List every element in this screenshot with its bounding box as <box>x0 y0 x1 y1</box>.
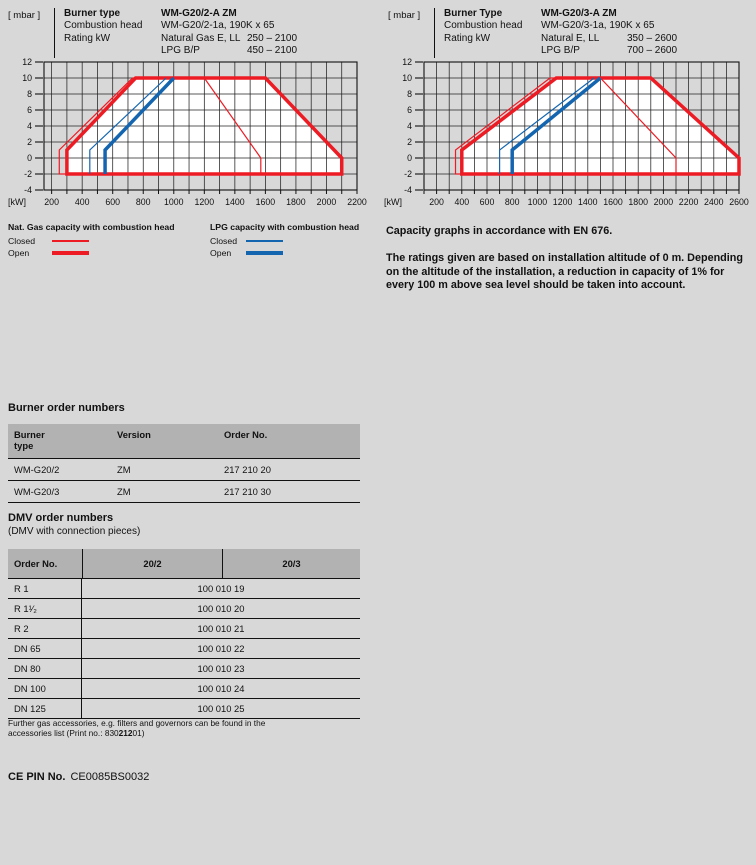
svg-text:600: 600 <box>479 197 495 207</box>
col-header-burner-type: Burner type <box>14 429 45 451</box>
footnote-line1: Further gas accessories, e.g. filters and governors can be found in the <box>8 718 266 728</box>
dmv-order-table <box>8 549 360 719</box>
footnote-line2-suffix: 01) <box>132 728 145 739</box>
svg-text:10: 10 <box>402 73 412 83</box>
nat-gas-open-line-swatch <box>52 251 89 255</box>
accessories-footnote <box>8 718 360 738</box>
svg-text:1400: 1400 <box>225 197 245 207</box>
svg-text:12: 12 <box>402 57 412 67</box>
legend-label-open: Open <box>210 248 232 258</box>
lpg-closed-line-swatch <box>246 240 283 242</box>
legend-label-closed: Closed <box>8 236 36 246</box>
svg-text:1600: 1600 <box>255 197 276 207</box>
table-row <box>8 599 360 619</box>
burner-spec-header-right <box>388 8 752 58</box>
svg-text:1800: 1800 <box>286 197 306 207</box>
x-axis-labels <box>8 190 367 207</box>
table-row <box>8 639 360 659</box>
spec-label-combustion-head: Combustion head <box>64 20 143 32</box>
svg-text:6: 6 <box>27 105 32 115</box>
col-header-20-3: 20/3 <box>222 549 360 578</box>
cell-version: ZM <box>117 486 131 497</box>
col-header-order-no: Order No. <box>14 558 58 569</box>
svg-text:-4: -4 <box>24 185 32 195</box>
mbar-axis-unit: [ mbar ] <box>8 10 41 21</box>
svg-text:-2: -2 <box>24 169 32 179</box>
cell-order-no: 217 210 20 <box>224 464 271 475</box>
svg-text:-4: -4 <box>404 185 412 195</box>
spec-grid-left <box>64 8 297 58</box>
spec-value-combustion-head: WM-G20/3-1a, 190K x 65 <box>541 20 655 32</box>
header-divider <box>434 8 435 58</box>
table-row <box>8 619 360 639</box>
spec-label-rating: Rating kW <box>64 32 111 44</box>
cell-order-no: 217 210 30 <box>224 486 271 497</box>
svg-text:1200: 1200 <box>194 197 215 207</box>
svg-text:1000: 1000 <box>527 197 548 207</box>
svg-text:600: 600 <box>105 197 121 207</box>
svg-text:1400: 1400 <box>578 197 598 207</box>
dmv-order-title: DMV order numbers <box>8 512 114 524</box>
spec-label-rating: Rating kW <box>444 32 491 44</box>
svg-text:400: 400 <box>74 197 90 207</box>
legend-lpg <box>210 222 359 259</box>
footnote-line2-prefix: accessories list (Print no.: 830 <box>8 728 119 739</box>
dmv-table-header <box>8 549 360 579</box>
svg-text:400: 400 <box>454 197 470 207</box>
svg-text:10: 10 <box>22 73 32 83</box>
y-axis-labels <box>22 57 43 195</box>
spec-gas-lpg: LPG B/P <box>541 45 580 57</box>
spec-value-burner-type: WM-G20/2-A ZM <box>161 8 237 19</box>
spec-gas-natural: Natural Gas E, LL <box>161 32 241 44</box>
svg-text:800: 800 <box>135 197 151 207</box>
spec-label-burner-type: Burner type <box>64 8 121 19</box>
svg-text:4: 4 <box>27 121 32 131</box>
note-en676: Capacity graphs in accordance with EN 676. <box>386 225 613 237</box>
table-row <box>8 579 360 599</box>
burner-table-header <box>8 424 360 459</box>
cell-connection: R 1 <box>8 579 82 598</box>
svg-text:200: 200 <box>44 197 59 207</box>
burner-order-title: Burner order numbers <box>8 402 125 414</box>
svg-text:800: 800 <box>504 197 520 207</box>
spec-gas-lpg: LPG B/P <box>161 45 200 57</box>
cell-order-no: 100 010 24 <box>197 683 245 694</box>
cell-order-no: 100 010 19 <box>197 583 245 594</box>
spec-grid-right <box>444 8 677 58</box>
svg-text:2000: 2000 <box>316 197 337 207</box>
table-row <box>8 459 360 481</box>
legend-row-lpg-closed <box>210 235 359 247</box>
spec-range-natural: 250 – 2100 <box>247 32 298 44</box>
table-row <box>8 679 360 699</box>
col-header-order-no: Order No. <box>224 429 268 440</box>
x-axis-labels <box>384 190 749 207</box>
svg-text:2000: 2000 <box>653 197 674 207</box>
svg-text:-2: -2 <box>404 169 412 179</box>
spec-range-lpg: 700 – 2600 <box>627 45 678 57</box>
y-axis-labels <box>402 57 423 195</box>
svg-text:1800: 1800 <box>628 197 648 207</box>
legend-label-open: Open <box>8 248 30 258</box>
cell-connection: R 2 <box>8 619 82 638</box>
lpg-open-line-swatch <box>246 251 283 255</box>
svg-text:2200: 2200 <box>678 197 699 207</box>
cell-burner-type: WM-G20/3 <box>14 486 60 497</box>
legend-row-nat-closed <box>8 235 210 247</box>
spec-value-burner-type: WM-G20/3-A ZM <box>541 8 617 19</box>
svg-text:2600: 2600 <box>729 197 749 207</box>
cell-order-no: 100 010 22 <box>197 643 245 654</box>
col-header-20-2: 20/2 <box>82 549 222 578</box>
note-altitude: The ratings given are based on installation altitude of 0 m. Depending on the altitude of the installation, a reduction in capacity of 1% for every 100 m above sea level should be taken into account. <box>386 251 743 292</box>
legend-nat-gas-title: Nat. Gas capacity with combustion head <box>8 222 175 232</box>
ce-pin-value: CE0085BS0032 <box>70 771 150 783</box>
cell-connection: R 1¹⁄₂ <box>8 599 82 618</box>
svg-text:8: 8 <box>407 89 412 99</box>
cell-version: ZM <box>117 464 131 475</box>
svg-text:8: 8 <box>27 89 32 99</box>
svg-text:4: 4 <box>407 121 412 131</box>
legend-label-closed: Closed <box>210 236 238 246</box>
legend-row-nat-open <box>8 247 210 259</box>
spec-range-natural: 350 – 2600 <box>627 32 678 44</box>
spec-label-combustion-head: Combustion head <box>444 20 523 32</box>
legend-row-lpg-open <box>210 247 359 259</box>
svg-text:6: 6 <box>407 105 412 115</box>
svg-text:[kW]: [kW] <box>384 197 402 207</box>
svg-text:2: 2 <box>407 137 412 147</box>
cell-order-no: 100 010 20 <box>197 603 245 614</box>
chart-legend <box>8 222 380 259</box>
cell-order-no: 100 010 23 <box>197 663 245 674</box>
col-header-version: Version <box>117 429 151 440</box>
svg-text:0: 0 <box>407 153 412 163</box>
svg-text:1600: 1600 <box>603 197 623 207</box>
svg-text:[kW]: [kW] <box>8 197 26 207</box>
cell-connection: DN 80 <box>8 659 82 678</box>
svg-text:0: 0 <box>27 153 32 163</box>
table-row <box>8 659 360 679</box>
svg-text:200: 200 <box>429 197 444 207</box>
spec-value-combustion-head: WM-G20/2-1a, 190K x 65 <box>161 20 275 32</box>
dmv-order-subtitle: (DMV with connection pieces) <box>8 526 141 537</box>
cell-burner-type: WM-G20/2 <box>14 464 60 475</box>
svg-text:2200: 2200 <box>347 197 367 207</box>
nat-gas-closed-line-swatch <box>52 240 89 242</box>
cell-order-no: 100 010 25 <box>197 703 245 714</box>
capacity-chart-wm-g20-2 <box>8 54 370 214</box>
spec-label-burner-type: Burner Type <box>444 8 503 19</box>
mbar-axis-unit: [ mbar ] <box>388 10 421 21</box>
burner-order-table <box>8 424 360 503</box>
table-row <box>8 699 360 719</box>
table-row <box>8 481 360 503</box>
legend-nat-gas <box>8 222 210 259</box>
svg-text:1200: 1200 <box>552 197 573 207</box>
capacity-notes <box>386 225 752 293</box>
ce-pin-label: CE PIN No. <box>8 771 66 783</box>
legend-lpg-title: LPG capacity with combustion head <box>210 222 360 232</box>
cell-order-no: 100 010 21 <box>197 623 245 634</box>
cell-connection: DN 125 <box>8 699 82 718</box>
header-divider <box>54 8 55 58</box>
cell-connection: DN 100 <box>8 679 82 698</box>
svg-text:1000: 1000 <box>163 197 184 207</box>
svg-text:2400: 2400 <box>704 197 724 207</box>
cell-connection: DN 65 <box>8 639 82 658</box>
svg-text:2: 2 <box>27 137 32 147</box>
footnote-print-no-bold: 212 <box>118 728 133 739</box>
spec-range-lpg: 450 – 2100 <box>247 45 298 57</box>
ce-pin-line <box>8 771 149 783</box>
spec-gas-natural: Natural E, LL <box>541 32 600 44</box>
svg-text:12: 12 <box>22 57 32 67</box>
capacity-chart-wm-g20-3 <box>384 54 752 214</box>
burner-spec-header-left <box>8 8 380 58</box>
